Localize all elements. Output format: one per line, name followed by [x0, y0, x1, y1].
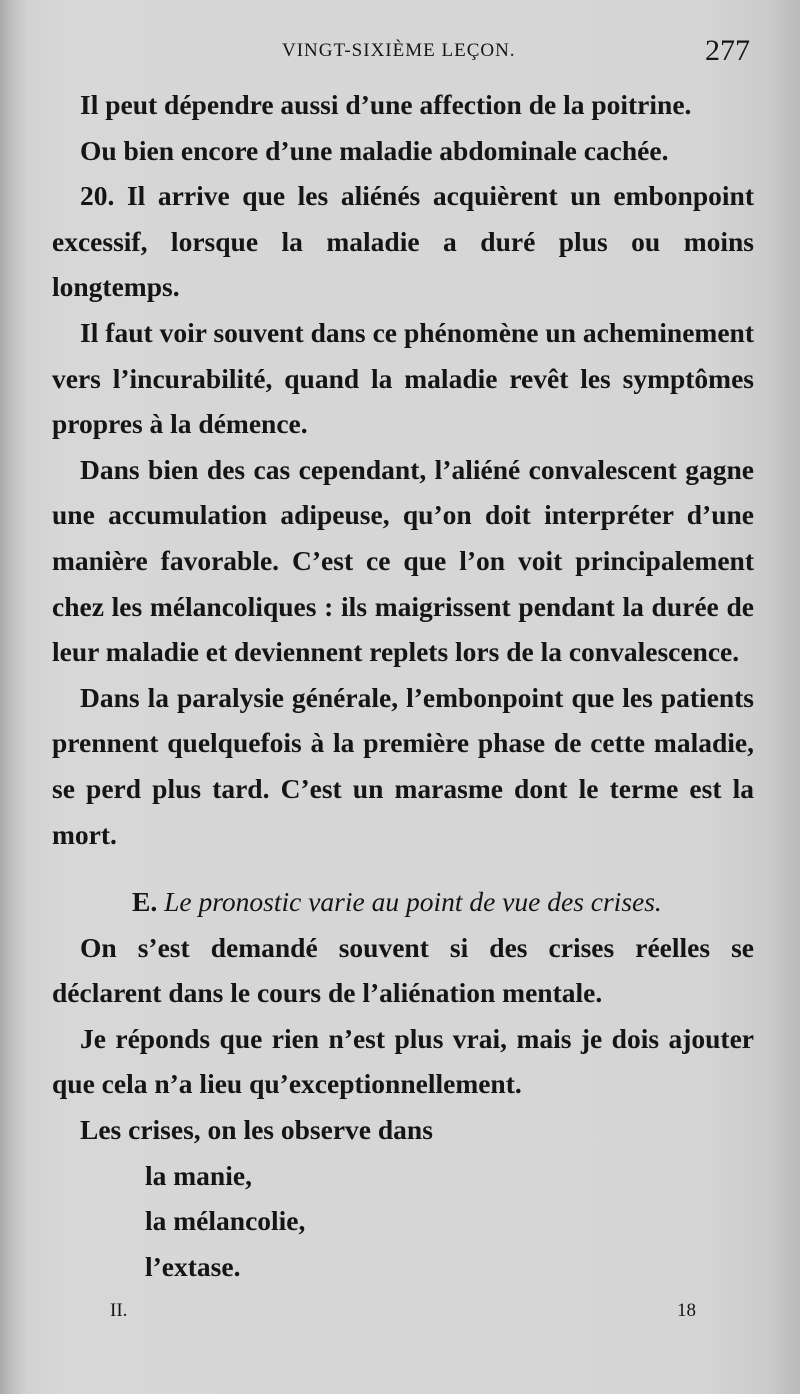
- list-item: l’extase.: [145, 1250, 241, 1282]
- paragraph: Il faut voir souvent dans ce phénomène un acheminement vers l’incurabilité, quand la maladie revêt les symptômes propres à la démence.: [52, 316, 754, 440]
- section-title: Le pronostic varie au point de vue des crises.: [164, 886, 662, 918]
- body-text: [52, 82, 754, 1289]
- page-number: 277: [705, 34, 750, 67]
- list-item: la mélancolie,: [145, 1205, 306, 1237]
- paragraph: Ou bien encore d’une maladie abdominale cachée.: [80, 134, 669, 166]
- running-head: VINGT-SIXIÈME LEÇON.: [282, 40, 516, 61]
- volume-mark: II.: [110, 1300, 128, 1321]
- section-heading: [52, 879, 754, 925]
- page-header: [0, 36, 800, 76]
- paragraph: Je réponds que rien n’est plus vrai, mais je dois ajouter que cela n’a lieu qu’exceptionnellement.: [52, 1022, 754, 1100]
- list-item: la manie,: [145, 1159, 252, 1191]
- crises-list: [52, 1153, 754, 1290]
- paragraph: On s’est demandé souvent si des crises réelles se déclarent dans le cours de l’aliénation mentale.: [52, 931, 754, 1009]
- paragraph: Dans bien des cas cependant, l’aliéné convalescent gagne une accumulation adipeuse, qu’on doit interpréter d’une manière favorable. C’est ce que l’on voit principalement chez les mélancoliques : ils maigrissent pendant la durée de leur maladie et deviennent replets lors de la convalescence.: [52, 453, 754, 668]
- section-letter: E.: [132, 886, 158, 918]
- signature-mark: 18: [677, 1300, 696, 1321]
- paragraph: Les crises, on les observe dans: [80, 1114, 433, 1146]
- paragraph: Dans la paralysie générale, l’embonpoint que les patients prennent quelquefois à la première phase de cette maladie, se perd plus tard. C’est un marasme dont le terme est la mort.: [52, 681, 754, 850]
- paragraph: 20. Il arrive que les aliénés acquièrent un embonpoint excessif, lorsque la maladie a duré plus ou moins longtemps.: [52, 180, 754, 303]
- page-footer: [0, 1300, 800, 1330]
- paragraph: Il peut dépendre aussi d’une affection de la poitrine.: [80, 89, 692, 120]
